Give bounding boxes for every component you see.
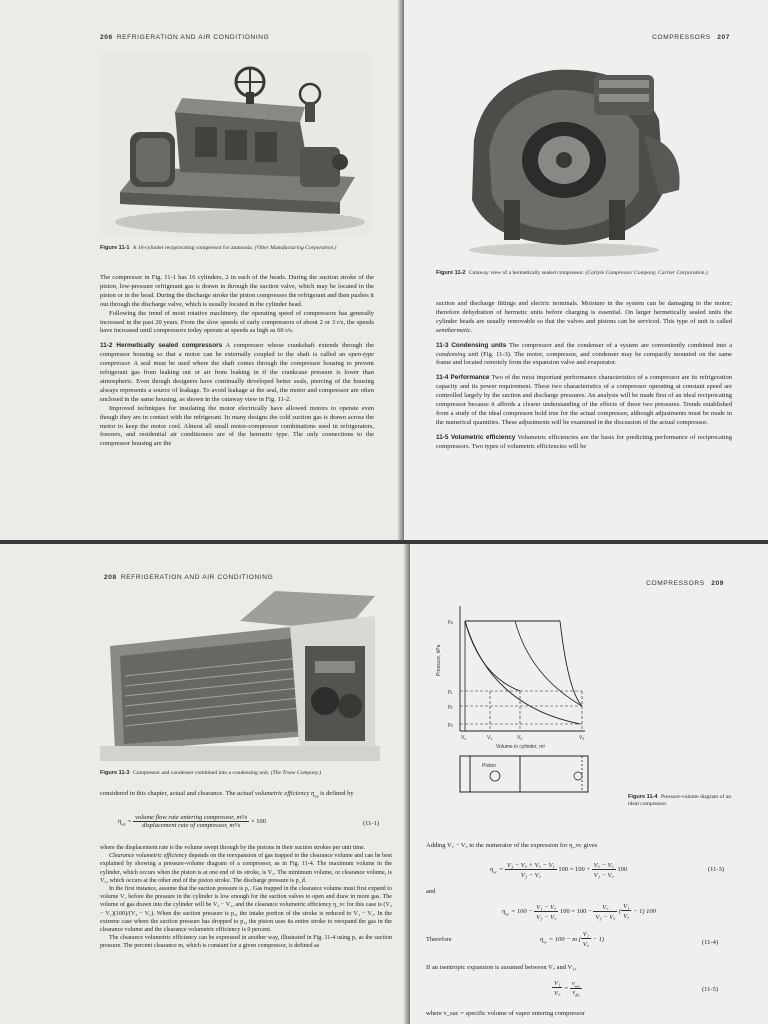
running-head: [646, 580, 728, 587]
figure-11-4-caption: [628, 794, 738, 808]
xtick-v2: $V_2$: [517, 735, 523, 741]
chapter-title: COMPRESSORS: [652, 34, 711, 41]
figure-label: Figure 11-3: [100, 770, 130, 776]
figure-label: Figure 11-1: [100, 245, 130, 251]
paragraph: [100, 852, 392, 885]
text-run: suction and discharge fittings and electric terminals. Moisture in the system can be damaging to the motor; therefore dehydration of hermetic units before charging is essential. On larger hermetically sealed units the cylinder heads are usually removable so that the valves and pistons can be serviced. This type of unit is called: [436, 300, 732, 325]
book-title: REFRIGERATION AND AIR CONDITIONING: [116, 34, 270, 41]
figure-11-1-photo: [100, 52, 370, 237]
ytick-pd: $p_d$: [448, 619, 453, 625]
eq-numerator: volume flow rate entering compressor, m³/s: [135, 814, 248, 821]
ytick-p1: $p_1$: [448, 689, 453, 695]
page-206-body: [100, 274, 374, 449]
section-heading: 11-2 Hermetically sealed compressors: [100, 342, 223, 350]
section-heading: 11-3 Condensing units: [436, 341, 507, 349]
figure-11-2-caption: [436, 270, 732, 277]
caption-text: Cutaway view of a hermetically sealed compressor.: [468, 270, 585, 276]
equation-number: (11-4): [702, 939, 719, 946]
paragraph: If an isentropic expansion is assumed between V꜀ and V₁,: [426, 964, 577, 971]
text-run: A compressor whose crankshaft extends through the compressor housing so that a motor can be externally coupled to the shaft is called an: [100, 342, 374, 359]
paragraph: and: [426, 888, 436, 895]
equation-11-5: $\frac{\text{V₁}}{V꜀}$ = $\frac{v_{suc}}{v_{dis}}$ (11-5): [554, 980, 719, 998]
section-11-3: [436, 342, 732, 369]
eq-lhs: η: [118, 817, 122, 825]
caption-credit: (Carlyle Compressor Company, Carrier Corporation.): [585, 270, 708, 276]
text-therefore: [426, 936, 526, 945]
piston-label: Piston: [482, 763, 496, 769]
paragraph: Adding V꜀ − V꜀ to the numerator of the expression for η_vc gives: [426, 842, 598, 849]
caption-credit: (Vilter Manufacturing Corporation.): [254, 245, 337, 251]
paragraph: where v_suc = specific volume of vapor entering compressor: [426, 1010, 585, 1017]
page-208-intro: [100, 790, 392, 801]
page-207: [404, 0, 768, 540]
compression-curve: [515, 621, 582, 706]
running-head: [652, 34, 734, 41]
text-run: considered in this chapter, actual and clearance. The: [100, 790, 236, 797]
caption-credit: (The Trane Company.): [270, 770, 322, 776]
page-206: [0, 0, 404, 540]
equation-number: (11-3): [708, 866, 725, 873]
cylinder: [460, 756, 588, 792]
equation-11-1: $\eta_{va}$ = $\frac{\text{volume flow rate entering compressor, m³/s}}{\text{displacement rate of compressor, m³/s}}$ × 100 (11-1): [118, 814, 380, 829]
page-209-body: [426, 842, 746, 851]
figure-11-2-photo: [444, 50, 694, 260]
eq-denominator: displacement rate of compressor, m³/s: [142, 822, 241, 829]
figure-11-1-caption: [100, 245, 372, 252]
text-run: is defined by: [320, 790, 354, 797]
paragraph: Following the trend of most rotative machinery, the operating speed of compressors has generally increased in the past 20 years. From the slow speeds of early compressors of about 2 or 3 r/s, the speeds have increased until compressors today operate at speeds as high as 60 r/s.: [100, 309, 374, 335]
caption-text: Compressor and condenser combined into a condensing unit.: [132, 770, 270, 776]
xtick-v3: $V_3$: [579, 735, 585, 741]
equation-11-4: $\eta_{vc} = 100 - m$ ( $\frac{\text{V₁}}{V꜀}$ − 1) (11-4): [540, 931, 719, 948]
eq-multiplier: × 100: [250, 817, 266, 825]
text-and: [426, 888, 526, 897]
figure-11-4-diagram: [410, 596, 630, 821]
page-number: 209: [711, 580, 724, 587]
page-208-body: [100, 844, 392, 951]
piston: [470, 756, 520, 792]
page-208: [0, 544, 410, 1024]
y-axis-title: Pressure, kPa: [436, 644, 442, 676]
crank-pin: [574, 772, 582, 780]
page-209: [410, 544, 768, 1024]
section-heading: 11-4 Performance: [436, 374, 490, 382]
figure-11-3-photo: [100, 586, 380, 761]
expansion-curve: [465, 621, 520, 691]
term: condensing unit: [436, 350, 479, 358]
page-number: 207: [717, 34, 730, 41]
chapter-title: COMPRESSORS: [646, 580, 705, 587]
running-head: [100, 34, 269, 41]
equation-11-3: $\eta_{vc}$ = $\frac{\text{V₃ − V꜀ + V꜀ − V₁}}{\text{V₃ − V꜀}}$ 100 = 100 + $\frac{\text{V꜀ − V₁}}{\text{V₃ − V꜀}}$ 100 (11-3): [490, 862, 725, 879]
paragraph: considered in this chapter, actual and clearance. The actual volumetric efficiency $\eta_{va}$ is defined by: [100, 790, 354, 799]
ytick-p2: $p_2$: [448, 704, 453, 710]
xtick-vc: $V_c$: [461, 735, 467, 741]
section-heading: 11-5 Volumetric efficiency: [436, 433, 516, 441]
section-11-5: [436, 434, 732, 452]
term: actual volumetric efficiency: [237, 790, 310, 797]
symbol: η: [310, 790, 315, 797]
bottom-spread: [0, 544, 768, 1024]
text-run: The compressor and the condenser of a system are conveniently combined into a: [509, 341, 732, 349]
term: open-type compressor.: [100, 351, 375, 368]
caption-text: A 16-cylinder reciprocating compressor for ammonia.: [132, 245, 254, 251]
paragraph: where the displacement rate is the volume swept through by the pistons in their suction strokes per unit time.: [100, 845, 366, 851]
paragraph: [436, 300, 732, 336]
ytick-p3: $p_3$: [448, 722, 453, 728]
caption-text: Pressure-volume diagram of an ideal compressor.: [628, 794, 732, 807]
text-run: Volumetric efficiencies are the basis for predicting performance of reciprocating compressors. Two types of volumetric efficiencies will be: [436, 433, 732, 450]
text-run: depends on the reexpansion of gas trapped in the clearance volume and can be best explained by showing a pressure-volume diagram of a compressor, as in Fig. 11-4. The maximum volume in the cylinder, which occurs when the piston is at one end of its stroke, is V₃. The minimum volume, or clearance volume, is V꜀, which occurs at the other end of the piston stroke. The discharge pressure is p_d.: [100, 853, 392, 884]
paragraph: The compressor in Fig. 11-1 has 16 cylinders, 2 in each of the heads. During the suction stroke of the piston, low-pressure refrigerant gas is drawn in through the suction valve, which may be located in the piston or in the head. During the discharge stroke the piston compresses the refrigerant and then pushes it out through the discharge valve, which is usually located in the cylinder head.: [100, 274, 374, 308]
text-where: [426, 1010, 746, 1019]
equation-number: (11-1): [363, 820, 380, 827]
figure-11-3-caption: [100, 770, 390, 777]
paragraph: In the first instance, assume that the suction pressure is p₁. Gas trapped in the clearance volume must first expand to volume V₁ before the pressure in the cylinder is low enough for the suction valves to open and draw in more gas. The volume of gas drawn into the cylinder will be V₃ − V₁, and the clearance volumetric efficiency η_vc for this case is (V₃ − V₁)(100)/(V₃ − V꜀). When the suction pressure is p₂, the intake portion of the stroke is reduced to V₃ − V₂. In the extreme case where the suction pressure has dropped to p₃, the piston uses its entire stroke to reexpand the gas in the clearance volume and the clearance volumetric efficiency is 0 percent.: [100, 886, 392, 934]
section-11-2: [100, 342, 374, 404]
expansion-curve: [465, 621, 580, 724]
text-run: Two of the most important performance characteristics of a compressor are its refrigeration capacity and its power requirement. These two characteristics of a compressor operating at constant speed are controlled largely by the suction and discharge pressures. An analysis will be made first of an ideal reciprocating compressor because it affords a clearer understanding of the effects of these two pressures. Trends established from a study of the ideal compressor hold true for the actual compressor, although adjustments must be made in the numerical quantities. These adjustments will be examined in the discussion of the actual compressor.: [436, 374, 732, 426]
eq-fraction: [133, 814, 249, 829]
text-isentropic: [426, 964, 746, 973]
book-title: REFRIGERATION AND AIR CONDITIONING: [120, 574, 274, 581]
section-11-4: [436, 374, 732, 427]
x-axis-title: Volume in cylinder, m³: [496, 744, 545, 750]
paragraph: The clearance volumetric efficiency can be expressed in another way, illustrated in Fig. 11-4 using p₁ as the suction pressure. The percent clearance m, which is constant for a given compressor, is defined as: [100, 935, 392, 950]
equation-11-3b: $\eta_{vc} = 100$ − $\frac{\text{V₁ − V꜀}}{\text{V₃ − V꜀}}$ 100 = 100 − $\frac{V꜀}{\text{V₃ − V꜀}}$ ( $\frac{\text{V₁}}{V꜀}$ − 1) 100: [502, 903, 656, 921]
running-head: [104, 574, 273, 581]
figure-label: Figure 11-4: [628, 794, 658, 800]
piston-pin: [490, 771, 500, 781]
page-number: 208: [104, 574, 117, 581]
page-number: 206: [100, 34, 113, 41]
term: semihermetic.: [436, 326, 473, 334]
page-207-body: [436, 300, 732, 452]
xtick-v1: $V_1$: [487, 735, 493, 741]
equation-number: (11-5): [702, 986, 719, 993]
paragraph: Therefore: [426, 936, 452, 943]
term: Clearance volumetric efficiency: [109, 853, 188, 860]
paragraph: Improved techniques for insulating the motor electrically have allowed motors to operate even though they are in contact with the refrigerant. In many designs the cold suction gas is drawn across the motor to keep the motor cool. Almost all small motor-compressor combinations used in refrigerators, freezers, and residential air conditioners are of the hermetic type. The only connections to the compressor housing are the: [100, 404, 374, 448]
text-run: (Fig. 11-3). The motor, compressor, and condenser may be compactly mounted on the same frame and located remotely from the expansion valve and evaporator.: [436, 350, 733, 367]
text-run: A seal must be used where the shaft comes through the compressor housing to prevent refrigerant gas from leaking out or air from leaking in if the crankcase pressure is lower than atmospheric. Even though designers have continually developed better seals, piercing of the housing always represents a source of leakage. To avoid leakage at the seal, the motor and compressor are often enclosed in the same housing, as shown in the cutaway view in Fig. 11-2.: [100, 360, 374, 403]
figure-label: Figure 11-2: [436, 270, 466, 276]
